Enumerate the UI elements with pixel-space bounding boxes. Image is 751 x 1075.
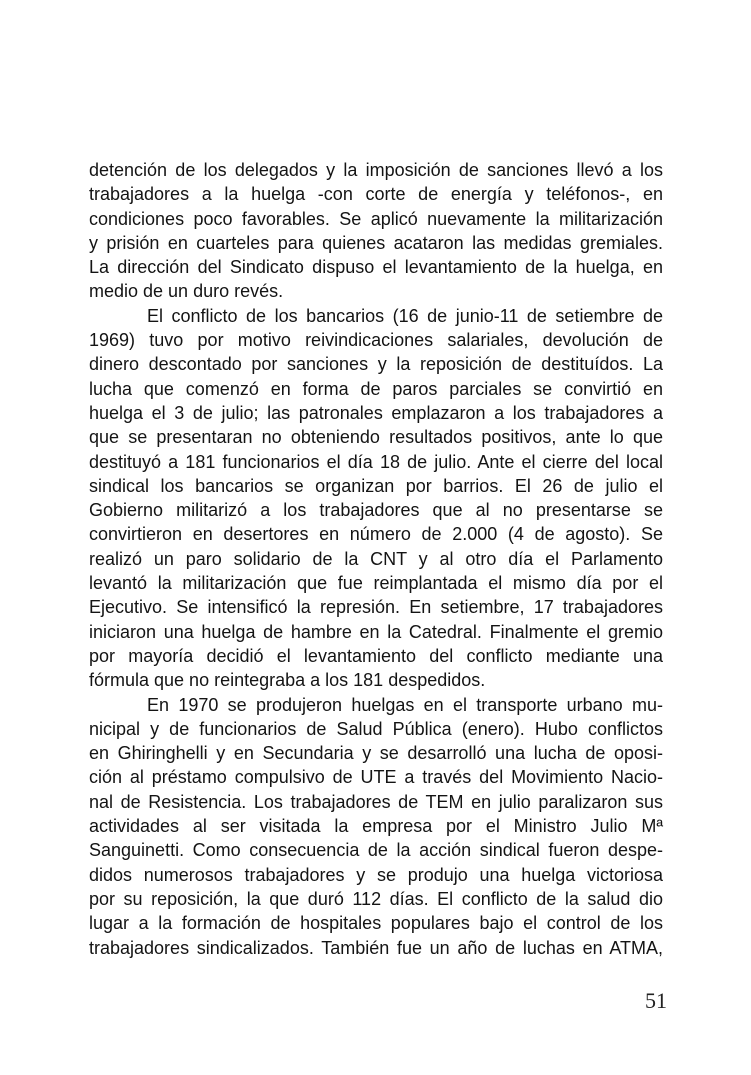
text-line: La dirección del Sindicato dispuso el levantamiento de la huelga, en (89, 257, 663, 278)
text-line: El conflicto de los bancarios (16 de junio-11 de setiembre de (147, 305, 663, 326)
text-line: actividades al ser visitada la empresa por el Ministro Julio Mª (89, 816, 663, 837)
text-line: sindical los bancarios se organizan por barrios. El 26 de julio el (89, 475, 663, 496)
text-line: lucha que comenzó en forma de paros parciales se convirtió en (89, 378, 663, 399)
body-text (89, 158, 663, 960)
text-line: destituyó a 181 funcionarios el día 18 de julio. Ante el cierre del local (89, 451, 663, 472)
text-line: dinero descontado por sanciones y la reposición de destituídos. La (89, 354, 663, 375)
text-line: realizó un paro solidario de la CNT y al otro día el Parlamento (89, 548, 663, 569)
text-line: En 1970 se produjeron huelgas en el transporte urbano mu- (147, 694, 663, 715)
paragraph-3 (89, 693, 663, 960)
text-line: trabajadores sindicalizados. También fue un año de luchas en ATMA, (89, 937, 663, 958)
text-line: detención de los delegados y la imposición de sanciones llevó a los (89, 160, 663, 180)
text-line: nal de Resistencia. Los trabajadores de TEM en julio paralizaron sus (89, 791, 663, 812)
paragraph-2 (89, 304, 663, 693)
text-line: levantó la militarización que fue reimplantada el mismo día por el (89, 573, 663, 594)
text-line: condiciones poco favorables. Se aplicó nuevamente la militarización (89, 208, 663, 229)
text-line: didos numerosos trabajadores y se produjo una huelga victoriosa (89, 864, 663, 885)
text-line: y prisión en cuarteles para quienes acataron las medidas gremiales. (89, 232, 663, 253)
page-number: 51 (645, 988, 667, 1013)
text-line: nicipal y de funcionarios de Salud Pública (enero). Hubo conflictos (89, 718, 663, 739)
text-line: trabajadores a la huelga -con corte de energía y teléfonos-, en (89, 184, 663, 205)
text-line: ción al préstamo compulsivo de UTE a través del Movimiento Nacio- (89, 767, 663, 788)
text-line: lugar a la formación de hospitales populares bajo el control de los (89, 913, 663, 934)
text-line: Sanguinetti. Como consecuencia de la acción sindical fueron despe- (89, 840, 663, 861)
text-line: Ejecutivo. Se intensificó la represión. En setiembre, 17 trabajadores (89, 597, 663, 618)
paragraph-1 (89, 158, 663, 304)
text-line: que se presentaran no obteniendo resultados positivos, ante lo que (89, 427, 663, 448)
text-line: por mayoría decidió el levantamiento del conflicto mediante una (89, 645, 663, 666)
text-line: 1969) tuvo por motivo reivindicaciones salariales, devolución de (89, 330, 663, 351)
text-line: Gobierno militarizó a los trabajadores que al no presentarse se (89, 500, 663, 521)
text-line: iniciaron una huelga de hambre en la Catedral. Finalmente el gremio (89, 621, 663, 642)
text-line: en Ghiringhelli y en Secundaria y se desarrolló una lucha de oposi- (89, 743, 663, 764)
text-line: fórmula que no reintegraba a los 181 despedidos. (89, 670, 486, 691)
text-line: medio de un duro revés. (89, 281, 284, 302)
text-line: huelga el 3 de julio; las patronales emplazaron a los trabajadores a (89, 402, 663, 423)
text-line: por su reposición, la que duró 112 días. El conflicto de la salud dio (89, 888, 663, 909)
text-line: convirtieron en desertores en número de 2.000 (4 de agosto). Se (89, 524, 663, 545)
